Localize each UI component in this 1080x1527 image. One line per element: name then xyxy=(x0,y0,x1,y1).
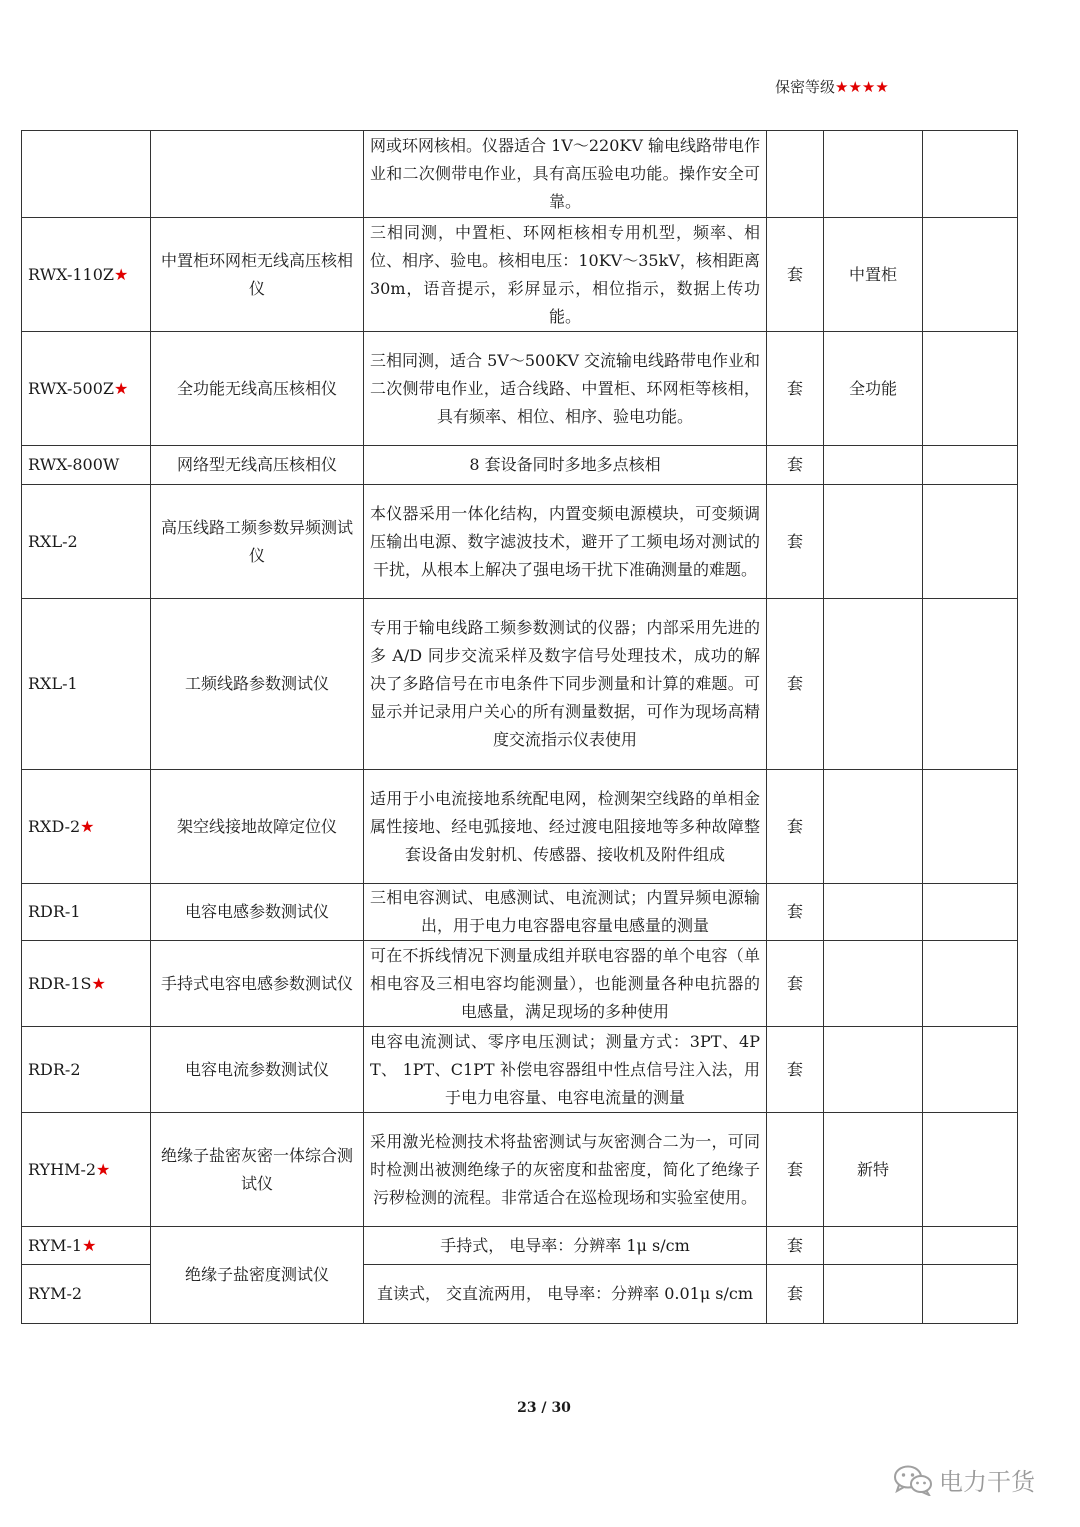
desc-cell: 本仪器采用一体化结构，内置变频电源模块，可变频调压输出电源、数字滤波技术，避开了工频电场对测试的干扰，从根本上解决了强电场干扰下准确测量的难题。 xyxy=(364,485,767,599)
unit-cell: 套 xyxy=(767,485,824,599)
desc-cell: 三相电容测试、电感测试、电流测试；内置异频电源输出，用于电力电容器电容量电感量的测量 xyxy=(364,884,767,941)
extra-cell xyxy=(923,1265,1018,1324)
name-cell xyxy=(151,131,364,218)
star-icon: ★ xyxy=(80,816,95,836)
page-number: 23 / 30 xyxy=(517,1400,571,1416)
table-row xyxy=(22,485,1018,599)
note-cell xyxy=(824,485,923,599)
watermark-text: 电力干货 xyxy=(939,1468,1035,1496)
table-row xyxy=(22,218,1018,332)
name-cell: 架空线接地故障定位仪 xyxy=(151,770,364,884)
extra-cell xyxy=(923,941,1018,1027)
note-cell xyxy=(824,941,923,1027)
note-cell xyxy=(824,131,923,218)
model-cell: RYM-1★ xyxy=(22,1227,151,1265)
name-cell: 高压线路工频参数异频测试仪 xyxy=(151,485,364,599)
desc-cell: 适用于小电流接地系统配电网，检测架空线路的单相金属性接地、经电弧接地、经过渡电阻接地等多种故障整套设备由发射机、传感器、接收机及附件组成 xyxy=(364,770,767,884)
note-cell xyxy=(824,1027,923,1113)
name-cell: 绝缘子盐密度测试仪 xyxy=(151,1227,364,1324)
model-cell: RXL-2 xyxy=(22,485,151,599)
note-cell xyxy=(824,770,923,884)
table-row xyxy=(22,1227,1018,1265)
table-row xyxy=(22,1113,1018,1227)
model-cell: RDR-1 xyxy=(22,884,151,941)
extra-cell xyxy=(923,884,1018,941)
unit-cell: 套 xyxy=(767,332,824,446)
desc-cell: 专用于输电线路工频参数测试的仪器；内部采用先进的多 A/D 同步交流采样及数字信号处理技术，成功的解决了多路信号在市电条件下同步测量和计算的难题。可显示并记录用户关心的所有测量数据，可作为现场高精度交流指示仪表使用 xyxy=(364,599,767,770)
table-row xyxy=(22,941,1018,1027)
note-cell xyxy=(824,1265,923,1324)
extra-cell xyxy=(923,1227,1018,1265)
desc-cell: 电容电流测试、零序电压测试；测量方式：3PT、4PT、 1PT、C1PT 补偿电容器组中性点信号注入法，用于电力电容量、电容电流量的测量 xyxy=(364,1027,767,1113)
table-row xyxy=(22,131,1018,218)
table-row xyxy=(22,884,1018,941)
name-cell: 工频线路参数测试仪 xyxy=(151,599,364,770)
extra-cell xyxy=(923,770,1018,884)
model-cell: RXD-2★ xyxy=(22,770,151,884)
desc-cell: 采用激光检测技术将盐密测试与灰密测合二为一，可同时检测出被测绝缘子的灰密度和盐密度，简化了绝缘子污秽检测的流程。非常适合在巡检现场和实验室使用。 xyxy=(364,1113,767,1227)
unit-cell: 套 xyxy=(767,1227,824,1265)
desc-cell: 网或环网核相。仪器适合 1V～220KV 输电线路带电作业和二次侧带电作业，具有高压验电功能。操作安全可靠。 xyxy=(364,131,767,218)
name-cell: 绝缘子盐密灰密一体综合测试仪 xyxy=(151,1113,364,1227)
note-cell xyxy=(824,884,923,941)
name-cell: 网络型无线高压核相仪 xyxy=(151,446,364,485)
extra-cell xyxy=(923,485,1018,599)
desc-cell: 可在不拆线情况下测量成组并联电容器的单个电容（单相电容及三相电容均能测量），也能测量各种电抗器的电感量，满足现场的多种使用 xyxy=(364,941,767,1027)
extra-cell xyxy=(923,1113,1018,1227)
unit-cell: 套 xyxy=(767,941,824,1027)
model-cell: RYM-2 xyxy=(22,1265,151,1324)
note-cell: 新特 xyxy=(824,1113,923,1227)
model-cell: RDR-1S★ xyxy=(22,941,151,1027)
name-cell: 全功能无线高压核相仪 xyxy=(151,332,364,446)
table-row xyxy=(22,770,1018,884)
unit-cell: 套 xyxy=(767,884,824,941)
unit-cell: 套 xyxy=(767,1265,824,1324)
name-cell: 中置柜环网柜无线高压核相仪 xyxy=(151,218,364,332)
table-row xyxy=(22,599,1018,770)
note-cell xyxy=(824,1227,923,1265)
unit-cell: 套 xyxy=(767,1027,824,1113)
desc-cell: 8 套设备同时多地多点核相 xyxy=(364,446,767,485)
model-cell: RWX-110Z★ xyxy=(22,218,151,332)
star-icon: ★ xyxy=(114,264,129,284)
star-icon: ★ xyxy=(114,378,129,398)
note-cell: 全功能 xyxy=(824,332,923,446)
note-cell xyxy=(824,599,923,770)
extra-cell xyxy=(923,599,1018,770)
unit-cell: 套 xyxy=(767,446,824,485)
secrecy-level xyxy=(775,76,889,97)
model-cell: RXL-1 xyxy=(22,599,151,770)
name-cell: 手持式电容电感参数测试仪 xyxy=(151,941,364,1027)
desc-cell: 三相同测，中置柜、环网柜核相专用机型，频率、相位、相序、验电。核相电压：10KV～35kV，核相距离 30m，语音提示，彩屏显示，相位指示，数据上传功能。 xyxy=(364,218,767,332)
model-cell: RDR-2 xyxy=(22,1027,151,1113)
model-cell: RWX-800W xyxy=(22,446,151,485)
secrecy-label: 保密等级 xyxy=(775,78,836,96)
unit-cell: 套 xyxy=(767,1113,824,1227)
extra-cell xyxy=(923,1027,1018,1113)
star-icon: ★ xyxy=(96,1159,111,1179)
unit-cell: 套 xyxy=(767,218,824,332)
wechat-icon xyxy=(893,1464,933,1496)
secrecy-stars: ★★★★ xyxy=(835,78,889,96)
watermark xyxy=(893,1462,1035,1497)
desc-cell: 直读式， 交直流两用， 电导率：分辨率 0.01μ s/cm xyxy=(364,1265,767,1324)
product-table xyxy=(21,130,1018,1324)
table-row xyxy=(22,332,1018,446)
desc-cell: 手持式， 电导率：分辨率 1μ s/cm xyxy=(364,1227,767,1265)
star-icon: ★ xyxy=(91,973,106,993)
note-cell xyxy=(824,446,923,485)
star-icon: ★ xyxy=(82,1235,97,1255)
model-cell: RYHM-2★ xyxy=(22,1113,151,1227)
unit-cell xyxy=(767,131,824,218)
table-row xyxy=(22,1027,1018,1113)
extra-cell xyxy=(923,218,1018,332)
desc-cell: 三相同测，适合 5V～500KV 交流输电线路带电作业和二次侧带电作业，适合线路、中置柜、环网柜等核相，具有频率、相位、相序、验电功能。 xyxy=(364,332,767,446)
unit-cell: 套 xyxy=(767,599,824,770)
model-cell xyxy=(22,131,151,218)
name-cell: 电容电流参数测试仪 xyxy=(151,1027,364,1113)
table-row xyxy=(22,446,1018,485)
name-cell: 电容电感参数测试仪 xyxy=(151,884,364,941)
model-cell: RWX-500Z★ xyxy=(22,332,151,446)
extra-cell xyxy=(923,131,1018,218)
unit-cell: 套 xyxy=(767,770,824,884)
extra-cell xyxy=(923,446,1018,485)
extra-cell xyxy=(923,332,1018,446)
note-cell: 中置柜 xyxy=(824,218,923,332)
